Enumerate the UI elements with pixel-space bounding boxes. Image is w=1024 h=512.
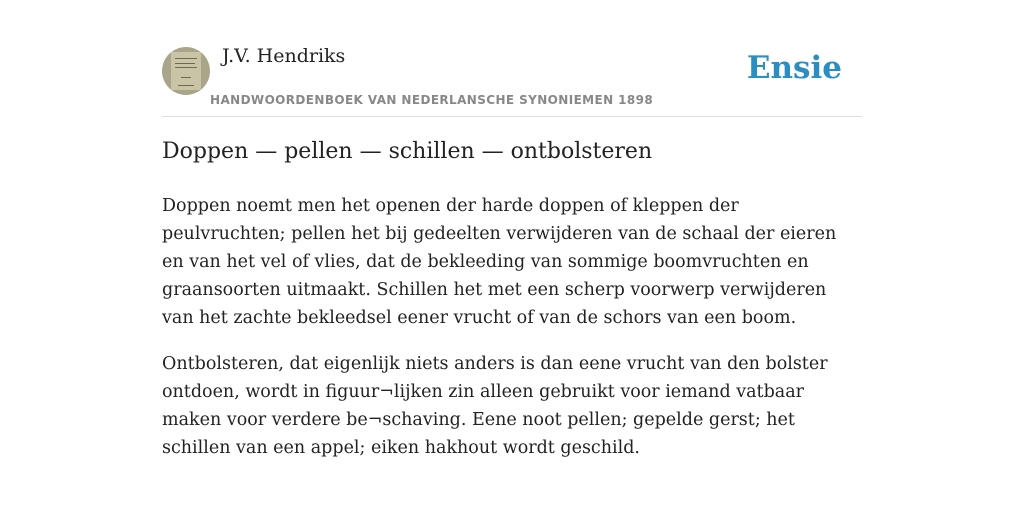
- source-title[interactable]: HANDWOORDENBOEK VAN NEDERLANSCHE SYNONIEMEN 1898: [210, 93, 654, 107]
- book-cover-icon: [171, 52, 201, 90]
- article-paragraph: Doppen noemt men het openen der harde doppen of kleppen der peulvruchten; pellen het bij gedeelten verwijderen van de schaal der eieren en van het vel of vlies, dat de bekleeding van sommige boomvruchten en graansoorten uitmaakt. Schillen het met een scherp voorwerp verwijderen van het zachte bekleedsel eener vrucht of van de schors van een boom.: [162, 196, 837, 328]
- cover-line: [175, 63, 195, 64]
- page-title: Doppen — pellen — schillen — ontbolsteren: [162, 139, 653, 164]
- header: [162, 0, 862, 117]
- ensie-logo[interactable]: Ensie: [746, 50, 842, 86]
- article-body: [162, 192, 862, 480]
- cover-line: [181, 77, 191, 78]
- article-paragraph: Ontbolsteren, dat eigenlijk niets anders is dan eene vrucht van den bolster ontdoen, wordt in figuur¬lijken zin alleen gebruikt voor iemand vatbaar maken voor verdere be¬schaving. Eene noot pellen; gepelde gerst; het schillen van een appel; eiken hakhout wordt geschild.: [162, 354, 828, 458]
- avatar[interactable]: [162, 47, 210, 95]
- author-name[interactable]: J.V. Hendriks: [222, 45, 346, 67]
- cover-line: [175, 67, 197, 68]
- page-container: [162, 0, 862, 458]
- cover-line: [178, 85, 194, 86]
- cover-line: [175, 58, 197, 59]
